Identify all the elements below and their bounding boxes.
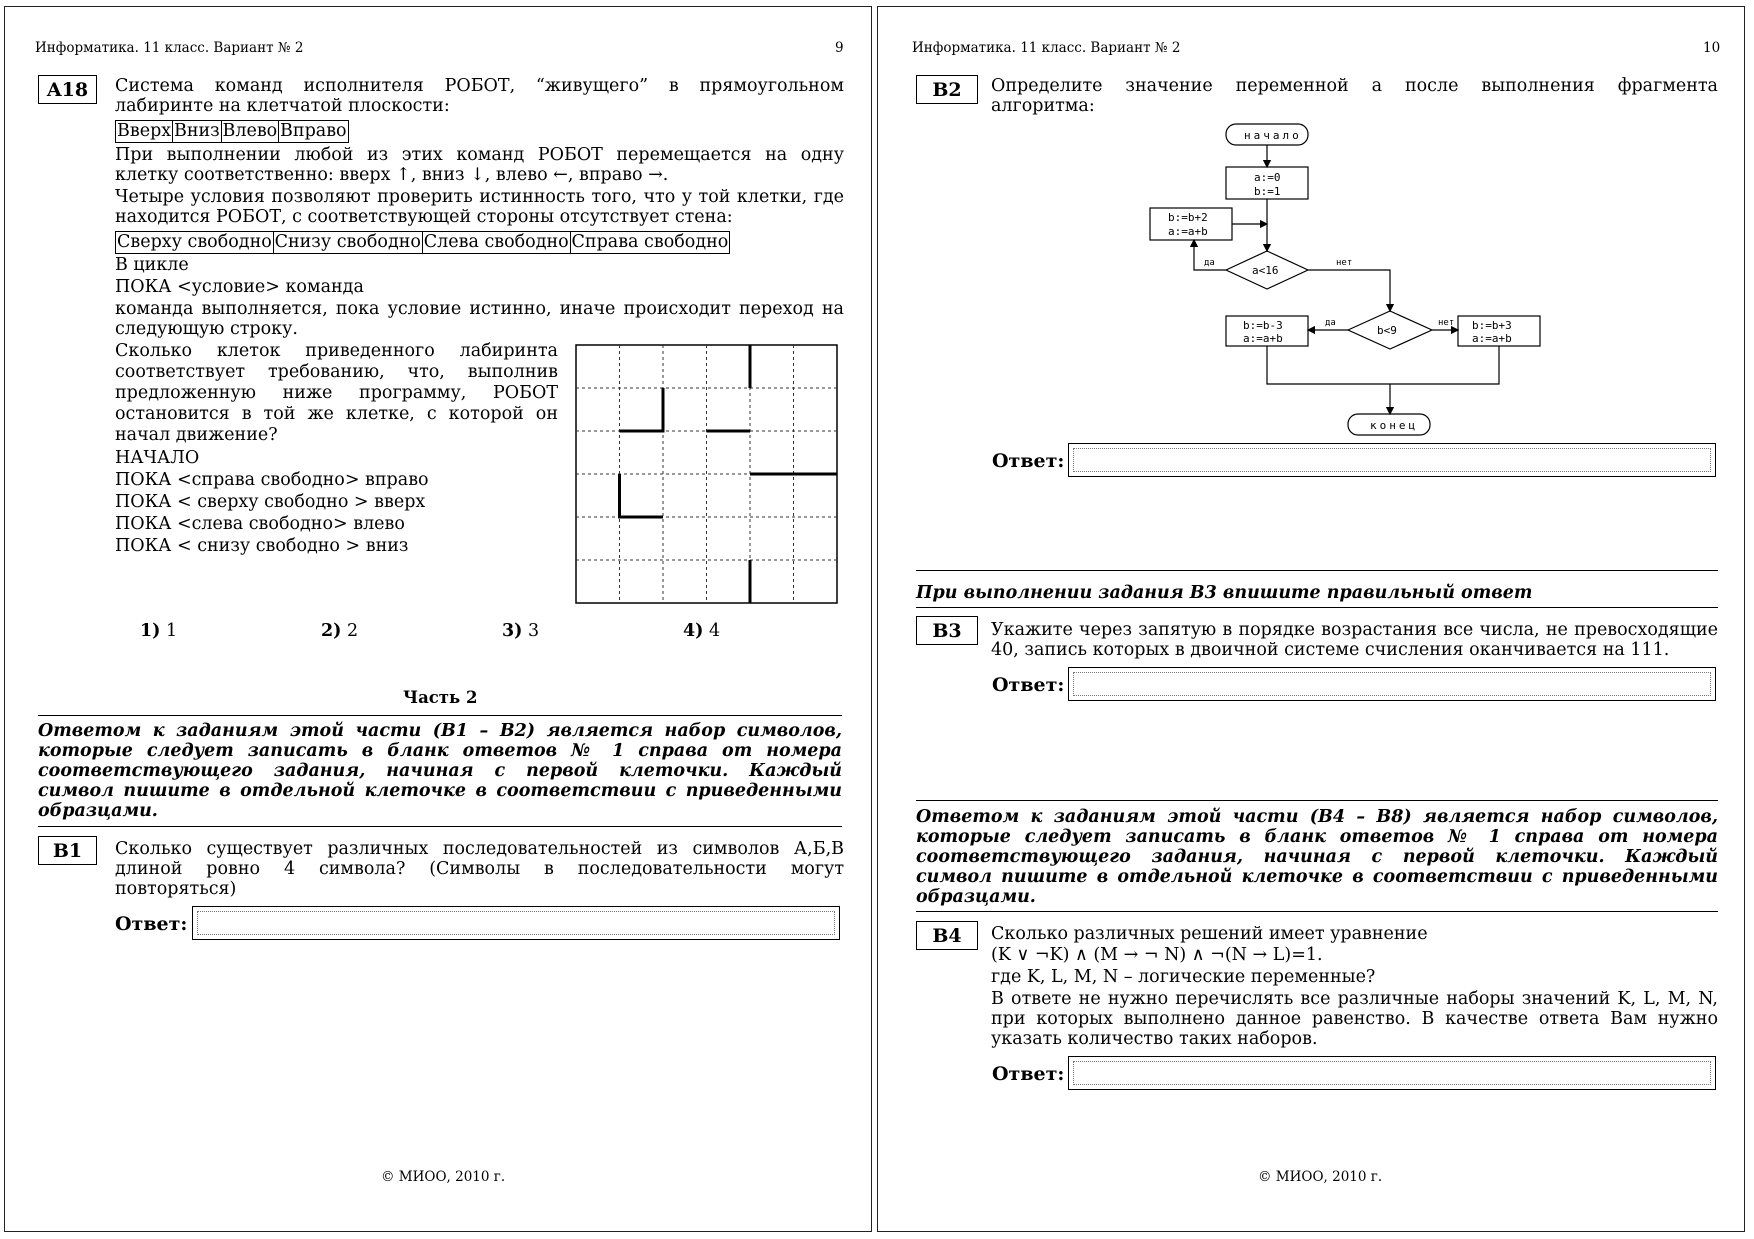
option-number: 2) bbox=[321, 621, 342, 641]
task-label-a18: A18 bbox=[38, 75, 97, 104]
part2-instruction-line: соответствующего задания, начиная с первой клеточки. Каждый bbox=[38, 761, 842, 781]
b1-line1: Сколько существует различных последовательностей из символов А,Б,В bbox=[115, 839, 844, 859]
program-line: ПОКА < снизу свободно > вниз bbox=[115, 536, 409, 556]
flow-cond2-no: нет bbox=[1438, 318, 1455, 328]
flow-right-a: a:=a+b bbox=[1472, 332, 1512, 345]
option-value: 4 bbox=[709, 621, 721, 641]
b4-line5: при которых выполнено данное равенство. В качестве ответа Вам нужно bbox=[991, 1009, 1718, 1029]
answer-label: Ответ: bbox=[992, 674, 1065, 696]
part2-instruction-line: которые следует записать в бланк ответов № 1 справа от номера bbox=[38, 741, 842, 761]
part2-title: Часть 2 bbox=[403, 688, 478, 707]
program-line: ПОКА <слева свободно> влево bbox=[115, 514, 405, 534]
part-instruction-line: соответствующего задания, начиная с первой клеточки. Каждый bbox=[916, 847, 1718, 867]
a18-move-desc-line2: клетку соответственно: вверх ↑, вниз ↓, влево ←, вправо →. bbox=[115, 165, 669, 185]
option-2[interactable] bbox=[321, 621, 358, 642]
divider bbox=[916, 607, 1718, 608]
cond-up-free: Сверху свободно bbox=[117, 232, 272, 252]
cond-right-free: Справа свободно bbox=[571, 232, 729, 252]
task-label-b4: B4 bbox=[916, 921, 978, 950]
part2-instruction-line: Ответом к заданиям этой части (В1 – В2) является набор символов, bbox=[38, 721, 842, 741]
program-line: НАЧАЛО bbox=[115, 448, 200, 468]
flow-right-b: b:=b+3 bbox=[1472, 319, 1512, 332]
move-commands-table bbox=[115, 120, 347, 143]
part-instruction-line: образцами. bbox=[916, 887, 1036, 907]
part-instruction-line: символ пишите в отдельной клеточке в соответствии с приведенными bbox=[916, 867, 1718, 887]
flow-end-text: конец bbox=[1370, 419, 1419, 432]
b2-line2: алгоритма: bbox=[991, 96, 1095, 116]
left-page bbox=[4, 6, 872, 1232]
b4-line3: где K, L, M, N – логические переменные? bbox=[991, 967, 1376, 987]
b1-line2: длиной ровно 4 символа? (Символы в последовательности могут bbox=[115, 859, 844, 879]
divider bbox=[916, 800, 1718, 801]
a18-cond-desc-line2: находится РОБОТ, с соответствующей стороны отсутствует стена: bbox=[115, 207, 733, 227]
b3-line2: 40, запись которых в двоичной системе счисления оканчивается на 111. bbox=[991, 640, 1670, 660]
task-label-b2: B2 bbox=[916, 75, 978, 104]
page-number: 10 bbox=[1703, 40, 1721, 56]
option-value: 3 bbox=[528, 621, 540, 641]
cmd-left: Влево bbox=[222, 121, 278, 141]
a18-cond-desc-line1: Четыре условия позволяют проверить истинность того, что у той клетки, где bbox=[115, 187, 844, 207]
b3-line1: Укажите через запятую в порядке возрастания все числа, не превосходящие bbox=[991, 620, 1718, 640]
program-line: ПОКА < сверху свободно > вверх bbox=[115, 492, 426, 512]
b4-line4: В ответе не нужно перечислять все различные наборы значений K, L, M, N, bbox=[991, 989, 1718, 1009]
b1-line3: повторяться) bbox=[115, 879, 237, 899]
cond-left-free: Слева свободно bbox=[423, 232, 569, 252]
divider bbox=[38, 715, 842, 716]
answer-box-b2[interactable] bbox=[1068, 443, 1716, 477]
part-instruction-line: Ответом к заданиям этой части (В4 – В8) является набор символов, bbox=[916, 807, 1718, 827]
a18-question-line3: предложенную ниже программу, РОБОТ bbox=[115, 383, 558, 403]
a18-move-desc-line1: При выполнении любой из этих команд РОБОТ перемещается на одну bbox=[115, 145, 844, 165]
task-label-b1: B1 bbox=[38, 836, 97, 865]
cmd-down: Вниз bbox=[173, 121, 220, 141]
option-value: 2 bbox=[347, 621, 359, 641]
flow-left-a: a:=a+b bbox=[1243, 332, 1283, 345]
answer-box-b4[interactable] bbox=[1068, 1056, 1716, 1090]
flow-cond2-yes: да bbox=[1325, 318, 1336, 328]
flow-init-a: a:=0 bbox=[1254, 171, 1281, 184]
page-header: Информатика. 11 класс. Вариант № 2 bbox=[912, 40, 1181, 56]
page-number: 9 bbox=[835, 40, 844, 56]
answer-label: Ответ: bbox=[992, 450, 1065, 472]
a18-question-line1: Сколько клеток приведенного лабиринта bbox=[115, 341, 558, 361]
b4-equation: (K ∨ ¬K) ∧ (M → ¬ N) ∧ ¬(N → L)=1. bbox=[991, 945, 1323, 965]
flow-cond2-text: b<9 bbox=[1377, 324, 1397, 337]
right-page bbox=[877, 6, 1745, 1232]
divider bbox=[38, 826, 842, 827]
a18-question-line5: начал движение? bbox=[115, 425, 278, 445]
page-footer: © МИОО, 2010 г. bbox=[1258, 1169, 1383, 1185]
option-4[interactable] bbox=[683, 621, 720, 642]
flow-cond1-no: нет bbox=[1336, 258, 1353, 268]
flow-loop-a: a:=a+b bbox=[1168, 225, 1208, 238]
flow-cond1-text: a<16 bbox=[1252, 264, 1279, 277]
flow-loop-b: b:=b+2 bbox=[1168, 211, 1208, 224]
b2-line1-text: Определите значение переменной a после выполнения фрагмента bbox=[991, 76, 1718, 96]
page-header: Информатика. 11 класс. Вариант № 2 bbox=[35, 40, 304, 56]
option-number: 3) bbox=[502, 621, 523, 641]
option-value: 1 bbox=[166, 621, 178, 641]
divider bbox=[916, 570, 1718, 571]
maze-grid bbox=[575, 344, 840, 609]
part-instruction-line: которые следует записать в бланк ответов № 1 справа от номера bbox=[916, 827, 1718, 847]
program-line: ПОКА <справа свободно> вправо bbox=[115, 470, 429, 490]
part2-instruction-line: образцами. bbox=[38, 801, 158, 821]
answer-box-b3[interactable] bbox=[1068, 667, 1716, 701]
cmd-right: Вправо bbox=[280, 121, 347, 141]
a18-intro-line2: лабиринте на клетчатой плоскости: bbox=[115, 96, 450, 116]
option-1[interactable] bbox=[140, 621, 177, 642]
answer-label: Ответ: bbox=[115, 913, 188, 935]
a18-intro-line1: Система команд исполнителя РОБОТ, “живущего” в прямоугольном bbox=[115, 76, 844, 96]
cond-down-free: Снизу свободно bbox=[274, 232, 421, 252]
answer-box-b1[interactable] bbox=[192, 906, 840, 940]
a18-loop-line4: следующую строку. bbox=[115, 319, 298, 339]
flow-cond1-yes: да bbox=[1204, 258, 1215, 268]
b4-line1: Сколько различных решений имеет уравнение bbox=[991, 924, 1428, 944]
a18-question-line4: остановится в той же клетке, с которой он bbox=[115, 404, 558, 424]
b3-instruction: При выполнении задания В3 впишите правильный ответ bbox=[916, 583, 1533, 603]
a18-loop-line2: ПОКА <условие> команда bbox=[115, 277, 364, 297]
flow-start-text: начало bbox=[1244, 129, 1302, 142]
task-label-b3: B3 bbox=[916, 616, 978, 645]
flow-left-b: b:=b-3 bbox=[1243, 319, 1283, 332]
conditions-table bbox=[115, 231, 729, 254]
a18-loop-line1: В цикле bbox=[115, 255, 189, 275]
b4-line6: указать количество таких наборов. bbox=[991, 1029, 1318, 1049]
flowchart bbox=[1118, 117, 1512, 439]
divider bbox=[916, 911, 1718, 912]
flow-init-b: b:=1 bbox=[1254, 185, 1281, 198]
option-number: 1) bbox=[140, 621, 161, 641]
page-footer: © МИОО, 2010 г. bbox=[381, 1169, 506, 1185]
b2-line1 bbox=[991, 76, 1718, 97]
a18-question-line2: соответствует требованию, что, выполнив bbox=[115, 362, 558, 382]
a18-loop-line3: команда выполняется, пока условие истинно, иначе происходит переход на bbox=[115, 299, 844, 319]
option-3[interactable] bbox=[502, 621, 539, 642]
answer-label: Ответ: bbox=[992, 1063, 1065, 1085]
part2-instruction-line: символ пишите в отдельной клеточке в соответствии с приведенными bbox=[38, 781, 842, 801]
cmd-up: Вверх bbox=[117, 121, 172, 141]
option-number: 4) bbox=[683, 621, 704, 641]
